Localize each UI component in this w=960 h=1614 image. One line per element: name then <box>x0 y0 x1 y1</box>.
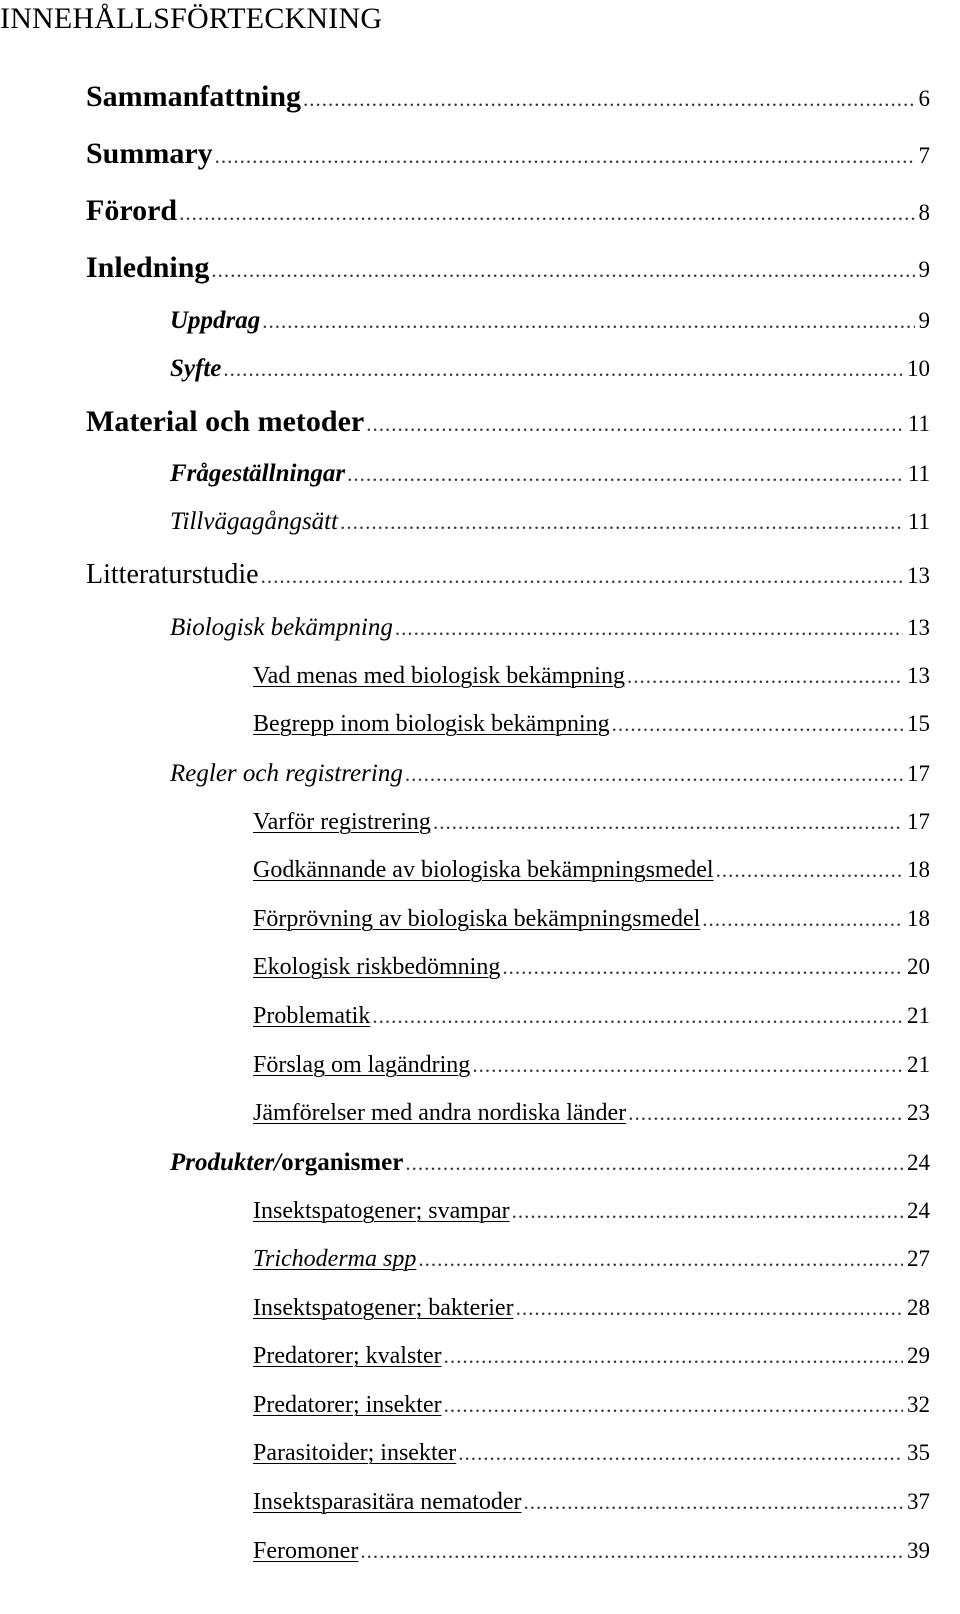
toc-entry-label: Predatorer; insekter <box>253 1392 442 1418</box>
dot-leader <box>702 907 903 932</box>
toc-entry-trichoderma[interactable] <box>253 1246 930 1273</box>
toc-entry-page: 9 <box>918 308 930 333</box>
toc-entry-regler-och-registrering[interactable] <box>170 760 930 788</box>
toc-entry-godkannande[interactable] <box>253 857 930 884</box>
toc-entry-label: Insektspatogener; svampar <box>253 1198 510 1224</box>
toc-entry-label: Tillvägagångsätt <box>170 508 339 535</box>
toc-entry-page: 28 <box>907 1295 930 1320</box>
dot-leader <box>612 712 903 737</box>
toc-entry-label: Biologisk bekämpning <box>170 614 393 641</box>
dot-leader <box>215 144 915 169</box>
toc-entry-label: Problematik <box>253 1003 371 1029</box>
toc-entry-label: Regler och registrering <box>170 760 403 787</box>
toc-entry-label: Förslag om lagändring <box>253 1052 471 1078</box>
toc-entry-label: Begrepp inom biologisk bekämpning <box>253 711 610 737</box>
dot-leader <box>261 564 903 589</box>
toc-entry-page: 9 <box>918 257 930 282</box>
toc-entry-page: 24 <box>907 1198 930 1223</box>
toc-entry-varfor-registrering[interactable] <box>253 809 930 836</box>
toc-entry-page: 10 <box>907 356 930 381</box>
dot-leader <box>366 412 904 437</box>
toc-entry-page: 15 <box>907 711 930 736</box>
dot-leader <box>512 1199 903 1224</box>
dot-leader <box>444 1344 903 1369</box>
toc-entry-page: 37 <box>907 1489 930 1514</box>
dot-leader <box>472 1053 903 1078</box>
toc-entry-produkter-organismer[interactable] <box>170 1149 930 1177</box>
dot-leader <box>444 1393 903 1418</box>
toc-entry-fragestallningar[interactable] <box>170 460 930 488</box>
toc-entry-insektspatogener-svampar[interactable] <box>253 1198 930 1225</box>
toc-entry-label <box>170 1149 403 1177</box>
toc-entry-page: 35 <box>907 1440 930 1465</box>
toc-entry-page: 29 <box>907 1343 930 1368</box>
dot-leader <box>360 1539 903 1564</box>
toc-entry-page: 13 <box>907 563 930 588</box>
toc-entry-label-roman: organismer <box>281 1149 404 1176</box>
toc-entry-page: 11 <box>907 411 930 436</box>
dot-leader <box>524 1490 903 1515</box>
dot-leader <box>347 462 904 487</box>
toc-entry-problematik[interactable] <box>253 1003 930 1030</box>
toc-entry-page: 13 <box>907 663 930 688</box>
toc-entry-page: 6 <box>918 86 930 111</box>
toc-entry-page: 17 <box>907 761 930 786</box>
dot-leader <box>516 1296 903 1321</box>
dot-leader <box>405 1151 903 1176</box>
dot-leader <box>458 1441 903 1466</box>
toc-entry-page: 11 <box>907 461 930 486</box>
toc-entry-forslag-om-lagandring[interactable] <box>253 1052 930 1079</box>
toc-entry-page: 24 <box>907 1150 930 1175</box>
toc-entry-label: Vad menas med biologisk bekämpning <box>253 663 625 689</box>
toc-entry-page: 11 <box>907 509 930 534</box>
toc-entry-page: 8 <box>918 200 930 225</box>
toc-entry-page: 18 <box>907 906 930 931</box>
toc-entry-label: Förprövning av biologiska bekämpningsmedel <box>253 906 701 932</box>
toc-entry-jamforelser[interactable] <box>253 1100 930 1127</box>
dot-leader <box>433 810 903 835</box>
toc-entry-label: Insektspatogener; bakterier <box>253 1295 514 1321</box>
toc-entry-label: Litteraturstudie <box>86 559 259 590</box>
toc-entry-predatorer-insekter[interactable] <box>253 1392 930 1419</box>
toc-entry-label: Förord <box>86 194 178 227</box>
toc-entry-parasitoider-insekter[interactable] <box>253 1440 930 1467</box>
dot-leader <box>303 87 914 112</box>
toc-entry-label: Ekologisk riskbedömning <box>253 954 501 980</box>
toc-entry-litteraturstudie[interactable] <box>86 559 930 591</box>
dot-leader <box>627 664 903 689</box>
toc-entry-page: 32 <box>907 1392 930 1417</box>
toc-entry-inledning[interactable] <box>86 251 930 285</box>
dot-leader <box>628 1101 903 1126</box>
dot-leader <box>405 762 903 787</box>
toc-entry-predatorer-kvalster[interactable] <box>253 1343 930 1370</box>
dot-leader <box>211 258 914 283</box>
toc-entry-label: Predatorer; kvalster <box>253 1343 442 1369</box>
dot-leader <box>418 1247 903 1272</box>
toc-entry-sammanfattning[interactable] <box>86 80 930 114</box>
toc-entry-label: Sammanfattning <box>86 80 302 113</box>
dot-leader <box>372 1004 903 1029</box>
toc-entry-page: 21 <box>907 1003 930 1028</box>
toc-entry-material-och-metoder[interactable] <box>86 405 930 439</box>
toc-entry-label-italic: Produkter/ <box>170 1149 282 1176</box>
toc-entry-label: Material och metoder <box>86 405 365 438</box>
toc-entry-page: 20 <box>907 954 930 979</box>
toc-entry-label: Trichoderma spp <box>253 1246 417 1272</box>
toc-entry-label: Inledning <box>86 251 210 284</box>
dot-leader <box>395 616 903 641</box>
dot-leader <box>223 357 903 382</box>
toc-entry-feromoner[interactable] <box>253 1538 930 1565</box>
toc-entry-label: Insektsparasitära nematoder <box>253 1489 522 1515</box>
toc-entry-page: 7 <box>918 143 930 168</box>
toc-entry-syfte[interactable] <box>170 355 930 383</box>
dot-leader <box>502 955 903 980</box>
toc-entry-page: 27 <box>907 1246 930 1271</box>
toc-entry-page: 23 <box>907 1100 930 1125</box>
toc-entry-insektsparasitara-nematoder[interactable] <box>253 1489 930 1516</box>
toc-entry-page: 18 <box>907 857 930 882</box>
toc-entry-forord[interactable] <box>86 194 930 228</box>
toc-entry-page: 17 <box>907 809 930 834</box>
toc-entry-tillvagagangsatt[interactable] <box>170 508 930 536</box>
toc-entry-label: Godkännande av biologiska bekämpningsmedel <box>253 857 714 883</box>
toc-entry-biologisk-bekampning[interactable] <box>170 614 930 642</box>
toc-entry-label: Frågeställningar <box>170 460 346 487</box>
dot-leader <box>340 510 904 535</box>
toc-entry-label: Uppdrag <box>170 307 261 334</box>
toc-entry-summary[interactable] <box>86 137 930 171</box>
toc-entry-vad-menas[interactable] <box>253 663 930 690</box>
toc-entry-uppdrag[interactable] <box>170 307 930 335</box>
toc-entry-label: Feromoner <box>253 1538 359 1564</box>
page-title: INNEHÅLLSFÖRTECKNING <box>0 2 383 35</box>
toc-entry-label: Parasitoider; insekter <box>253 1440 457 1466</box>
toc-entry-insektspatogener-bakterier[interactable] <box>253 1295 930 1322</box>
toc-entry-page: 13 <box>907 615 930 640</box>
dot-leader <box>179 201 914 226</box>
toc-entry-label: Jämförelser med andra nordiska länder <box>253 1100 627 1126</box>
toc-entry-forprovning[interactable] <box>253 906 930 933</box>
toc-entry-ekologisk-riskbedomning[interactable] <box>253 954 930 981</box>
toc-entry-begrepp[interactable] <box>253 711 930 738</box>
toc-entry-label: Syfte <box>170 355 222 382</box>
toc-entry-label: Varför registrering <box>253 809 431 835</box>
toc-entry-label: Summary <box>86 137 213 170</box>
toc-entry-page: 21 <box>907 1052 930 1077</box>
toc-entry-page: 39 <box>907 1538 930 1563</box>
dot-leader <box>716 858 903 883</box>
dot-leader <box>262 309 914 334</box>
